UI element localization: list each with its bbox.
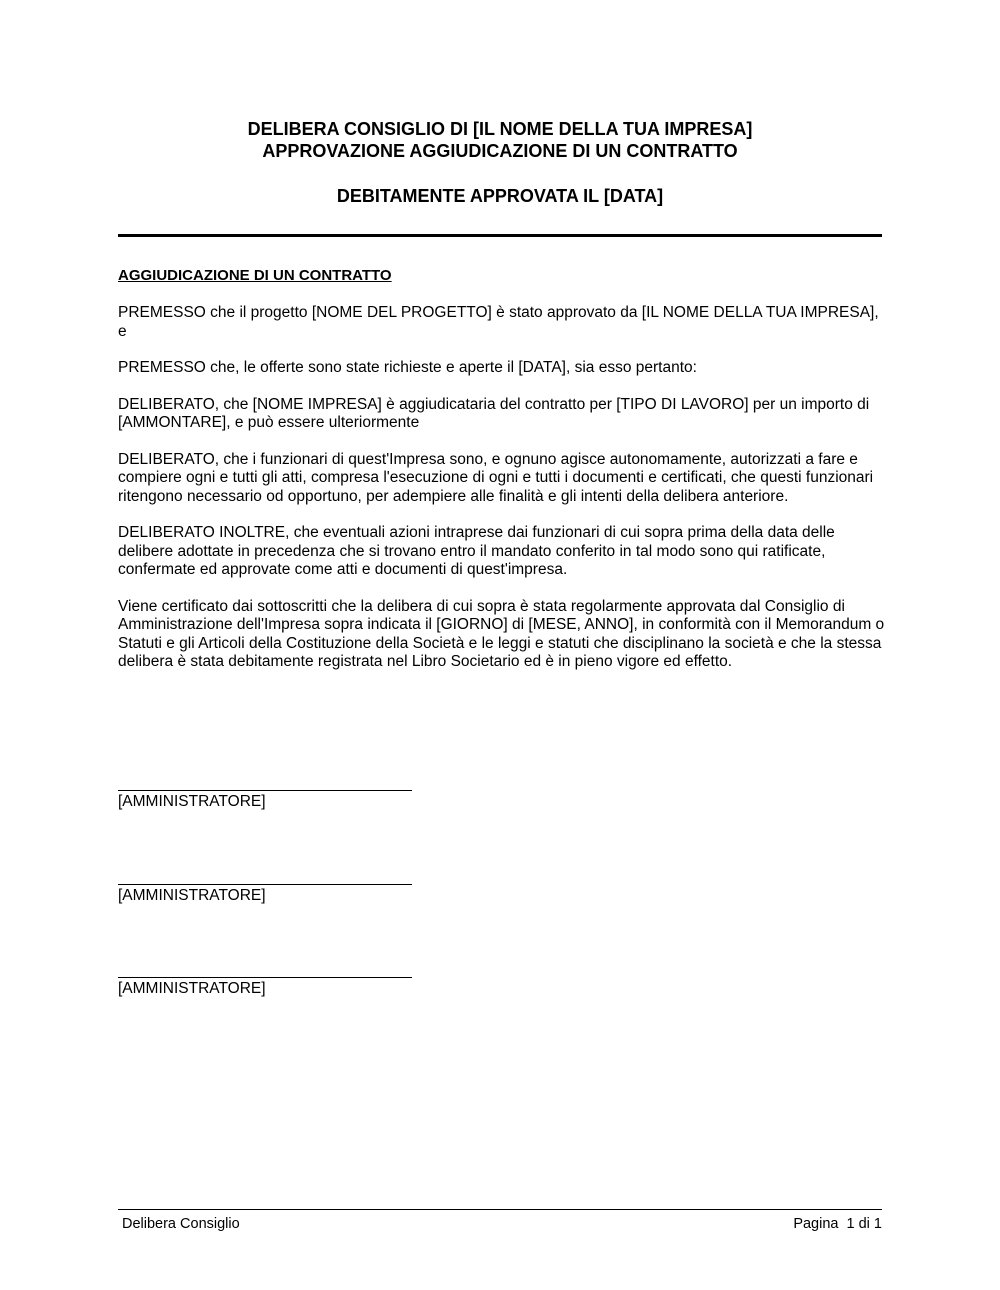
footer-divider: [118, 1209, 882, 1210]
body-text: [118, 304, 888, 690]
footer-document-name: Delibera Consiglio: [122, 1216, 240, 1232]
paragraph-premesso-1: PREMESSO che il progetto [NOME DEL PROGETTO] è stato approvato da [IL NOME DELLA TUA IMPRESA], e: [118, 304, 879, 340]
title-line-1: DELIBERA CONSIGLIO DI [IL NOME DELLA TUA IMPRESA]: [247, 119, 753, 139]
signature-line: [118, 884, 412, 885]
header-divider: [118, 234, 882, 237]
signature-name: [AMMINISTRATORE]: [118, 980, 266, 997]
signature-block-1: [118, 790, 412, 811]
paragraph-deliberato-inoltre: DELIBERATO INOLTRE, che eventuali azioni intraprese dai funzionari di cui sopra prima della data delle delibere adottate in precedenza che si trovano entro il mandato conferito in tal modo sono qui ratificate, confermate ed approvate come atti e documenti di quest'impresa.: [118, 524, 835, 578]
footer-page-number: Pagina 1 di 1: [793, 1216, 882, 1232]
paragraph-premesso-2: PREMESSO che, le offerte sono state richieste e aperte il [DATA], sia esso pertanto:: [118, 359, 697, 376]
signature-name: [AMMINISTRATORE]: [118, 793, 266, 810]
approval-line: DEBITAMENTE APPROVATA IL [DATA]: [336, 186, 664, 206]
paragraph-deliberato-1: DELIBERATO, che [NOME IMPRESA] è aggiudicataria del contratto per [TIPO DI LAVORO] per un importo di [AMMONTARE], e può essere ulteriormente: [118, 395, 870, 431]
signature-name: [AMMINISTRATORE]: [118, 887, 266, 904]
document-title: [118, 118, 882, 162]
paragraph-certificazione: Viene certificato dai sottoscritti che la delibera di cui sopra è stata regolarmente approvata dal Consiglio di Amministrazione dell'Impresa sopra indicata il [GIORNO] di [MESE, ANNO], in conformità con il Memorandum o Statuti e gli Articoli della Costituzione della Società e le leggi e statuti che disciplinano la società e che la stessa delibera è stata debitamente registrata nel Libro Societario ed è in pieno vigore ed effetto.: [118, 597, 885, 670]
title-line-2: APPROVAZIONE AGGIUDICAZIONE DI UN CONTRATTO: [262, 141, 738, 161]
paragraph-deliberato-2: DELIBERATO, che i funzionari di quest'Impresa sono, e ognuno agisce autonomamente, autorizzati a fare e compiere ogni e tutti gli atti, compresa l'esecuzione di ogni e tutti i documenti e certificati, che questi funzionari ritengono necessario od opportuno, per adempiere alle finalità e gli intenti della delibera anteriore.: [118, 450, 874, 505]
section-heading: AGGIUDICAZIONE DI UN CONTRATTO: [118, 267, 392, 284]
signature-line: [118, 977, 412, 978]
signature-line: [118, 790, 412, 791]
signature-block-2: [118, 884, 412, 905]
signature-block-3: [118, 977, 412, 998]
